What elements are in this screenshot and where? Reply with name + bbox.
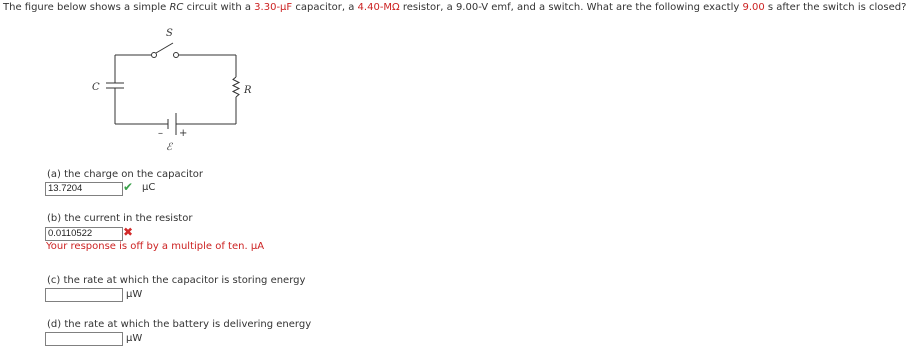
- part-d-unit: µW: [126, 333, 143, 344]
- part-d-label: (d) the rate at which the battery is delivering energy: [47, 319, 312, 330]
- question-text: The figure below shows a simple RC circuit with a 3.30-µF capacitor, a 4.40-MΩ resistor, a 9.00-V emf, and a switch. What are the following exactly 9.00 s after the switch is closed?: [3, 2, 907, 13]
- part-c-unit: µW: [126, 289, 143, 300]
- part-a-answer-input[interactable]: 13.7204: [45, 182, 123, 196]
- check-icon: ✔: [123, 180, 134, 194]
- switch-terminal-left: [152, 53, 157, 58]
- capacitance-value: 3.30-µF: [254, 2, 293, 13]
- part-c-label: (c) the rate at which the capacitor is storing energy: [47, 275, 306, 286]
- resistance-value: 4.40-MΩ: [357, 2, 400, 13]
- part-a-label: (a) the charge on the capacitor: [47, 169, 204, 180]
- rc-circuit-diagram: [80, 24, 270, 164]
- part-b-answer-input[interactable]: 0.0110522: [45, 227, 123, 241]
- cross-icon: ✖: [123, 225, 134, 239]
- part-c-answer-input[interactable]: [45, 288, 123, 302]
- part-b-unit: µA: [250, 241, 265, 252]
- part-b-feedback: Your response is off by a multiple of ten. µA: [46, 241, 265, 252]
- resistor-zigzag: [233, 77, 239, 97]
- part-a-unit: µC: [142, 182, 156, 193]
- emf-label: ℰ: [166, 142, 173, 153]
- switch-terminal-right: [174, 53, 179, 58]
- switch-lever: [156, 43, 173, 53]
- part-b-label: (b) the current in the resistor: [47, 213, 193, 224]
- resistor-label: R: [244, 85, 252, 96]
- time-value: 9.00: [742, 2, 765, 13]
- capacitor-label: C: [92, 82, 100, 93]
- battery-plus-sign: +: [179, 128, 188, 139]
- part-d-answer-input[interactable]: [45, 332, 123, 346]
- switch-label: S: [166, 28, 173, 39]
- battery-minus-sign: –: [158, 128, 163, 139]
